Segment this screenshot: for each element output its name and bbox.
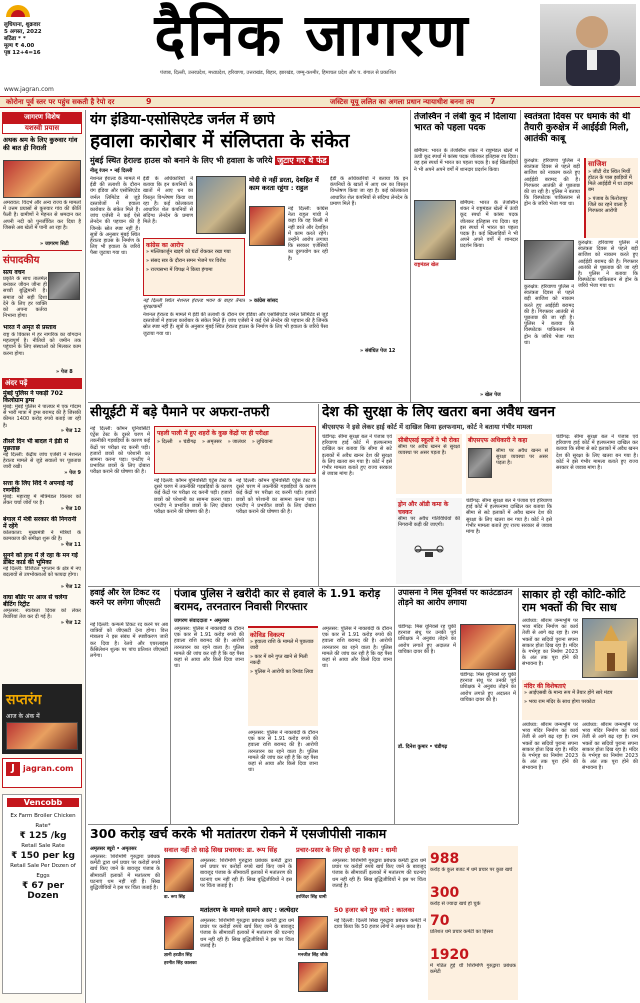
police-body: अमृतसर: पुलिस ने नाकाबंदी के दौरान एक कार से 1.91 करोड़ रुपये की हवाला राशि बरामद की है। आरोपी तरनतारन का रहने वाला है। पुलिस मामले की जांच कर रही है कि यह पैसा कहां से आया और किसे दिया जाना था।	[174, 626, 244, 670]
independence-body-3: कुरुक्षेत्र: हरियाणा पुलिस ने स्वतंत्रता दिवस से पहले बड़ी साजिश को नाकाम करते हुए आईईडी बरामद की है। गिरफ्तार आतंकी से पूछताछ की जा रही है। पुलिस ने बताया कि विस्फोटक पाकिस्तान से ड्रोन के जरिये भेजा गया था।	[524, 284, 574, 346]
fact-text: करोड़ के कुल बजट में धर्म प्रचार पर कुछ खर्च	[430, 867, 513, 873]
story1-photo	[3, 160, 81, 198]
dhami-photo	[296, 858, 326, 892]
fact	[430, 882, 516, 907]
ram-headline[interactable]: साकार हो रही कोटि-कोटि राम भक्तों की चिर साध	[522, 588, 626, 614]
editorial-head: सत्य वचन	[3, 269, 25, 276]
security-subhead: बीएसएफ ने इसे लेकर हाई कोर्ट में दाखिल किया हलफनामा, कोर्ट ने बताया गंभीर मामला	[322, 423, 533, 431]
person-name: मनजीत सिंह जीके	[298, 953, 328, 958]
inside-item[interactable]: सुनने को हाथ में ले रहा के मन गई डेबिट कार्ड की भूमिका नई दिल्ली: डिजिटल भुगतान के क्षेत्र में नए बदलावों से उपभोक्ताओं को फायदा होगा। » पेज 12	[3, 552, 81, 590]
inside-item[interactable]: वाघा बॉर्डर पर आज से चलेगा बीटिंग रिट्रीट अमृतसर: स्वतंत्रता दिवस को लेकर तैयारियां तेज कर दी गई हैं। » पेज 12	[3, 594, 81, 626]
harpreet-photo	[164, 916, 194, 950]
kalka-body: नई दिल्ली: दिल्ली सिख गुरुद्वारा प्रबंधक कमेटी ने दावा किया कि 50 हजार लोगों ने अमृत छका है।	[334, 918, 426, 931]
security-box2	[466, 434, 552, 494]
ticket-body: नई दिल्ली: कन्फर्म टिकट रद करने पर अब यात्रियों को जीएसटी देना होगा। वित्त मंत्रालय ने इस संबंध में स्पष्टीकरण जारी कर दिया है। रेलवे और एयरलाइंस कैंसिलेशन शुल्क पर पांच प्रतिशत जीएसटी लगेगा।	[90, 622, 168, 660]
tejaswin-ref[interactable]: » खेल पेज	[480, 392, 501, 398]
ram-box-item: » भव्य राम मंदिर के साथ होगा परकोटा	[524, 699, 596, 705]
person-name: हरजिंदर सिंह धामी	[296, 895, 327, 900]
security-body-2: चंडीगढ़: सीमा सुरक्षा बल ने पंजाब एवं हरियाणा हाई कोर्ट में हलफनामा दाखिल कर बताया कि सीमा से सटे इलाकों में अवैध खनन देश की सुरक्षा के लिए खतरा बन गया है। कोर्ट ने इसे गंभीर मामला बताते हुए राज्य सरकार से जवाब मांगा है।	[466, 498, 552, 536]
police-box-title: कोविड विकल्प	[250, 631, 285, 639]
masthead	[0, 0, 640, 96]
lead-headline[interactable]: हवाला कारोबार में संलिप्तता के संकेत	[90, 130, 350, 152]
editorial2-head[interactable]: भारत ने अमृत से प्रस्ताव	[3, 324, 57, 331]
story1-ref[interactable]: » जागरण सिटी	[40, 241, 69, 247]
police-body-3: अमृतसर: पुलिस ने नाकाबंदी के दौरान एक कार से 1.91 करोड़ रुपये की हवाला राशि बरामद की है। आरोपी तरनतारन का रहने वाला है। पुलिस मामले की जांच कर रही है कि यह पैसा कहां से आया और किसे दिया जाना था।	[322, 626, 392, 670]
j-icon: J	[6, 762, 20, 776]
fact-text: प्रतिशत धर्म प्रचार कमेटी का हिस्सा	[430, 929, 494, 935]
lead-side-head[interactable]: मोदी से नहीं डरता, देशहित में काम करता रहूंगा : राहुल	[249, 176, 319, 192]
price-label: मूल्य ₹ 4.00	[4, 43, 35, 49]
ticker-bar	[0, 96, 640, 108]
tejaswin-headline[interactable]: तेजस्विन ने लंबी कूद में दिलाया भारत को पहला पदक	[414, 112, 517, 133]
independence-headline[interactable]: स्वतंत्रता दिवस पर धमाके की थी तैयारी कुरुक्षेत्र में आईईडी मिली, आतंकी काबू	[524, 112, 631, 144]
lead-body-2: ईडी के अधिकारियों ने बताया कि इन कंपनियों के खातों में आए धन का विस्तृत विश्लेषण किया जा रहा है। कई कोलकाता आधारित शेल कंपनियों से संदिग्ध लेनदेन के प्रमाण मिले हैं।	[143, 176, 193, 226]
lead-body-4: ईडी के अधिकारियों ने बताया कि इन कंपनियों के खातों में आए धन का विस्तृत विश्लेषण किया जा रहा है। कई कोलकाता आधारित शेल कंपनियों से संदिग्ध लेनदेन के प्रमाण मिले हैं।	[330, 176, 408, 207]
universe-body: चंडीगढ़: मिस यूनिवर्स रह चुकी हरनाज संधू पर उनकी पूर्व प्रशिक्षक ने अनुबंध तोड़ने का आरोप लगाते हुए अदालत में याचिका दायर की है।	[398, 624, 456, 655]
pages-label: पृष्ठ 12+4=16	[4, 50, 41, 56]
cuet-city: » लुधियाना	[251, 439, 273, 445]
ticker-right[interactable]: जस्टिस यूयू ललित का अगला प्रधान न्यायाधीश बनना तय	[330, 98, 475, 106]
cuet-box-title: पहली पाली में हुए शहरों के कुछ केंद्रों पर ही परीक्षा	[157, 430, 269, 437]
supplement-box[interactable]	[2, 684, 82, 754]
independence-box-item: » पंजाब के फिरोजपुर जिले का रहने वाला है गिरफ्तार आरोपी	[588, 196, 628, 214]
security-headline[interactable]: देश की सुरक्षा के लिए खतरा बना अवैध खनन	[322, 404, 556, 420]
ram-box-title: मंदिर की विशेषताएं	[524, 683, 566, 690]
jagran-com-box[interactable]	[2, 758, 82, 788]
inside-item[interactable]: बंगाल में मंत्री सरकार की निगरानी में रहेंगे कोलकाता: मुख्यमंत्री ने मंत्रियों के कामकाज की समीक्षा शुरू की है। » पेज 11	[3, 516, 81, 548]
kalka-head: 50 हजार बने गुरु वाले : कालका	[334, 906, 415, 914]
police-box-item: » कार में बने गुप्त खाने से मिली नकदी	[250, 654, 308, 666]
ram-body-3: अयोध्या: श्रीराम जन्मभूमि पर भव्य मंदिर निर्माण का कार्य तेजी से आगे बढ़ रहा है। राम भक्तों का सदियों पुराना सपना साकार होता दिख रहा है। मंदिर के गर्भगृह का निर्माण 2023 के अंत तक पूरा होने की संभावना है।	[582, 722, 638, 772]
person-name: ज्ञानी हरप्रीत सिंह	[164, 953, 192, 958]
date-label: 5 अगस्त, 2022	[4, 29, 42, 35]
police-byline: जागरण संवाददाता • अमृतसर	[174, 618, 230, 624]
independence-body-2: कुरुक्षेत्र: हरियाणा पुलिस ने स्वतंत्रता दिवस से पहले बड़ी साजिश को नाकाम करते हुए आईईडी बरामद की है। गिरफ्तार आतंकी से पूछताछ की जा रही है। पुलिस ने बताया कि विस्फोटक पाकिस्तान से ड्रोन के जरिये भेजा गया था।	[578, 240, 638, 290]
fact-number: 1920	[430, 947, 469, 963]
sgpc-headline[interactable]: 300 करोड़ खर्च करके भी मतांतरण रोकने में एसजीपीसी नाकाम	[90, 826, 387, 841]
columnist-photo	[540, 4, 636, 86]
ram-body: अयोध्या: श्रीराम जन्मभूमि पर भव्य मंदिर निर्माण का कार्य तेजी से आगे बढ़ रहा है। राम भक्तों का सदियों पुराना सपना साकार होता दिख रहा है। मंदिर के गर्भगृह का निर्माण 2023 के अंत तक पूरा होने की संभावना है।	[522, 618, 578, 668]
special-tag2: यशस्वी प्रयास	[2, 123, 82, 134]
lead-continue[interactable]: » कांग्रेस सांसद	[249, 298, 278, 304]
inside-list	[3, 390, 81, 680]
fact	[430, 944, 516, 975]
cuet-city: » दिल्ली	[157, 439, 173, 445]
states-line: पंजाब, दिल्ली, उत्तरप्रदेश, मध्यप्रदेश, हरियाणा, उत्तराखंड, बिहार, झारखंड, जम्मू-कश्मीर, हिमाचल प्रदेश और प. बंगाल से प्रकाशित	[160, 70, 396, 76]
ram-body-2: अयोध्या: श्रीराम जन्मभूमि पर भव्य मंदिर निर्माण का कार्य तेजी से आगे बढ़ रहा है। राम भक्तों का सदियों पुराना सपना साकार होता दिख रहा है। मंदिर के गर्भगृह का निर्माण 2023 के अंत तक पूरा होने की संभावना है।	[522, 722, 578, 772]
police-headline[interactable]: पंजाब पुलिस ने खरीदी कार से हवाले के 1.91 करोड़ बरामद, तरनतारन निवासी गिरफ्तार	[174, 588, 381, 613]
city-label: बठिंडा * *	[4, 36, 26, 42]
security-box2-body: सीमा पर अवैध खनन से सुरक्षा व्यवस्था पर असर पड़ता है।	[496, 448, 548, 467]
security-box3-body: सीमा पर अवैध गतिविधियों की निगरानी कड़ी की जाएगी।	[398, 516, 460, 529]
sgpc-people	[164, 856, 426, 1000]
cuet-body: नई दिल्ली: कॉमन यूनिवर्सिटी एंट्रेंस टेस्ट के दूसरे चरण में तकनीकी गड़बड़ियों के कारण कई केंद्रों पर परीक्षा रद करनी पड़ी। हजारों छात्रों को परेशानी का सामना करना पड़ा। एनटीए ने प्रभावित छात्रों के लिए दोबारा परीक्षा कराने की घोषणा की है।	[90, 426, 150, 476]
story1-head[interactable]: अथक श्रम के लिए कुरुवार गांव की बात ही निराली	[3, 136, 78, 152]
ram-temple-photo	[582, 618, 638, 678]
jagran-logo-icon	[4, 4, 32, 18]
ticker-left[interactable]: कोरोना पूर्व स्तर पर पहुंच सकती है रेपो दर	[6, 98, 115, 106]
inside-tag: अंदर पढ़ें	[2, 378, 82, 389]
left-column	[0, 110, 84, 1003]
security-box1	[396, 434, 462, 494]
inside-item[interactable]: सत्ता के लिए शिंदे ने अपनाई नई रणनीति मुंबई: महाराष्ट्र में मंत्रिमंडल विस्तार को लेकर चर्चा जोरों पर है। » पेज 10	[3, 480, 81, 512]
ad-line: Ex Farm Broiler Chicken Rate*	[10, 813, 76, 829]
venco-ad[interactable]	[2, 794, 82, 994]
sgpc-body-3: अमृतसर: शिरोमणि गुरुद्वारा प्रबंधक कमेटी द्वारा धर्म प्रचार पर करोड़ों रुपये खर्च किए जाने के बावजूद पंजाब के सीमावर्ती इलाकों में मतांतरण की घटनाएं थम नहीं रही हैं। सिख बुद्धिजीवियों ने इस पर चिंता जताई है।	[332, 858, 426, 889]
lead-side-body: नई दिल्ली: कांग्रेस नेता राहुल गांधी ने कहा कि वह किसी से नहीं डरते और देशहित में काम करते रहेंगे। उन्होंने आरोप लगाया कि सरकार एजेंसियों का दुरुपयोग कर रही है।	[288, 206, 328, 262]
police-body-2: अमृतसर: पुलिस ने नाकाबंदी के दौरान एक कार से 1.91 करोड़ रुपये की हवाला राशि बरामद की है। आरोपी तरनतारन का रहने वाला है। पुलिस मामले की जांच कर रही है कि यह पैसा कहां से आया और किसे दिया जाना था।	[248, 730, 318, 774]
police-box-item: » हवाला राशि के मामले में पूछताछ जारी	[250, 639, 314, 651]
cuet-city: » अमृतसर	[201, 439, 222, 445]
cuet-headline[interactable]: सीयूईटी में बड़े पैमाने पर अफरा-तफरी	[90, 405, 270, 420]
security-box1-title: सीबीएसई स्कूलों ने भी रोका	[398, 437, 460, 444]
security-box2-title: बीएसएफ अधिकारी ने कहा	[468, 437, 528, 444]
ied-photo	[524, 240, 574, 280]
editorial-body: प्रकृति के साथ तालमेल बनाकर जीवन जीना ही सच्ची बुद्धिमानी है। समाज को सही दिशा देने के लिए हर व्यक्ति को अपना कर्तव्य निभाना होगा।	[3, 276, 47, 320]
supplement-title: सप्तरंग	[6, 692, 42, 708]
sgpc-body: अमृतसर: शिरोमणि गुरुद्वारा प्रबंधक कमेटी द्वारा धर्म प्रचार पर करोड़ों रुपये खर्च किए जाने के बावजूद पंजाब के सीमावर्ती इलाकों में मतांतरण की घटनाएं थम नहीं रही हैं। सिख बुद्धिजीवियों ने इस पर चिंता जताई है।	[90, 854, 160, 892]
ram-box	[522, 680, 638, 720]
universe-body-2: चंडीगढ़: मिस यूनिवर्स रह चुकी हरनाज संधू पर उनकी पूर्व प्रशिक्षक ने अनुबंध तोड़ने का आरोप लगाते हुए अदालत में याचिका दायर की है।	[460, 672, 516, 703]
fact-text: करोड़ से ज्यादा खर्च हो चुके	[430, 901, 481, 907]
lead-photo-caption: नई दिल्ली स्थित नेशनल हेराल्ड भवन के बाहर तैनात सुरक्षाकर्मी	[143, 298, 245, 310]
sgpc-body-2: अमृतसर: शिरोमणि गुरुद्वारा प्रबंधक कमेटी द्वारा धर्म प्रचार पर करोड़ों रुपये खर्च किए जाने के बावजूद पंजाब के सीमावर्ती इलाकों में मतांतरण की घटनाएं थम नहीं रही हैं। सिख बुद्धिजीवियों ने इस पर चिंता जताई है।	[200, 858, 292, 889]
ad-line: ₹ 67 per Dozen	[21, 881, 65, 901]
cuet-city: » जालंधर	[227, 439, 246, 445]
fact-number: 988	[430, 851, 460, 867]
police-box-item: » पुलिस ने आरोपी का रिमांड लिया	[250, 669, 314, 675]
ad-line: Retail Sale Per Dozen of Eggs	[10, 863, 76, 879]
inside-item[interactable]: मुंबई पुलिस ने पकड़ी 702 किलोग्राम ड्रग्स मुंबई: मुंबई पुलिस ने पालघर में एक गोदाम से भारी मात्रा में ड्रग्स बरामद की है जिसकी कीमत 1400 करोड़ रुपये बताई जा रही है। » पेज 12	[3, 390, 81, 434]
ad-brand: Vencobb	[7, 798, 79, 807]
editorial-photo	[48, 272, 80, 300]
independence-box	[584, 158, 638, 238]
ad-line: ₹ 125 /kg	[19, 831, 67, 841]
supplement-sub: आज के अंक में	[6, 713, 40, 720]
editorial2-ref[interactable]: » पेज 8	[56, 369, 73, 375]
lead-box-title: कांग्रेस का आरोप	[146, 242, 184, 249]
story1-body: अमरावत: विदर्भ और अन्य राज्य के मामलों में उत्तम प्रयासों से कुरुवार गांव की कीर्ति फैली है। ग्रामीणों ने मेहनत से श्रमदान कर अपनी नदी को पुनर्जीवित कर दिया है जिससे अब खेतों में पानी आ रहा है।	[3, 200, 81, 231]
fact-number: 70	[430, 913, 450, 929]
cuet-box	[154, 426, 316, 474]
special-tag: जागरण विशेष	[2, 112, 82, 123]
police-box	[248, 626, 318, 726]
ad-line: ₹ 150 per kg	[11, 851, 75, 861]
security-body: चंडीगढ़: सीमा सुरक्षा बल ने पंजाब एवं हरियाणा हाई कोर्ट में हलफनामा दाखिल कर बताया कि सीमा से सटे इलाकों में अवैध खनन देश की सुरक्षा के लिए खतरा बन गया है। कोर्ट ने इसे गंभीर मामला बताते हुए राज्य सरकार से जवाब मांगा है।	[322, 434, 392, 478]
paper-title: दैनिक जागरण	[154, 1, 470, 69]
sgpc-byline: अमृतसर ब्यूरो • अमृतसर	[90, 846, 137, 852]
editorial2-body: राष्ट्र के विकास में हर नागरिक का योगदान महत्वपूर्ण है। नीतियों को जमीन तक पहुंचाने के लिए संस्थाओं को मिलकर काम करना होगा।	[3, 332, 81, 357]
security-box3	[396, 498, 462, 584]
herald-house-photo	[196, 176, 246, 234]
independence-box-item: » जीटी रोड स्थित मिर्ची होटल के पास झाड़ियों में मिले आईईडी में था टाइम बम	[588, 169, 633, 193]
lead-box-item: » संसद सत्र के दौरान समन भेजने पर विरोध	[146, 258, 226, 264]
fact-number: 300	[430, 885, 460, 901]
bsf-officer-photo	[468, 448, 492, 478]
lead-body-1: नेशनल हेराल्ड के मामले में ईडी की तलाशी के दौरान यंग इंडिया और एसोसिएटेड जर्नल लिमिटेड से जुड़े दस्तावेजों में हवाला कारोबार के संकेत मिले हैं। जांच एजेंसी ने कई ऐसे लेनदेन की पहचान की है जिनके स्रोत स्पष्ट नहीं हैं। सूत्रों के अनुसार मुंबई स्थित हेराल्ड हाउस के निर्माण के लिए भी हवाला के जरिये पैसा जुटाया गया था।	[90, 176, 140, 257]
lead-subhead: मुंबई स्थित हेराल्ड हाउस को बनाने के लिए भी हवाला के जरिये जुटाए गए थे फंड	[90, 156, 327, 165]
fact	[430, 848, 516, 879]
tejaswin-photo	[414, 200, 456, 260]
independence-body: कुरुक्षेत्र: हरियाणा पुलिस ने स्वतंत्रता दिवस से पहले बड़ी साजिश को नाकाम करते हुए आईईडी बरामद की है। गिरफ्तार आतंकी से पूछताछ की जा रही है। पुलिस ने बताया कि विस्फोटक पाकिस्तान से ड्रोन के जरिये भेजा गया था।	[524, 158, 580, 208]
cuet-body-2: नई दिल्ली: कॉमन यूनिवर्सिटी एंट्रेंस टेस्ट के दूसरे चरण में तकनीकी गड़बड़ियों के कारण कई केंद्रों पर परीक्षा रद करनी पड़ी। हजारों छात्रों को परेशानी का सामना करना पड़ा। एनटीए ने प्रभावित छात्रों के लिए दोबारा परीक्षा कराने की घोषणा की है।	[154, 478, 232, 516]
lead-kicker[interactable]: यंग इंडिया-एसोसिएटेड जर्नल में छापे	[90, 112, 275, 128]
jagran-com-label: jagran.com	[23, 764, 74, 773]
universe-photo	[460, 624, 516, 670]
kalka-photo	[298, 962, 328, 992]
sgpc-facts	[428, 846, 518, 1000]
sgpc-subhead2: प्रचार-प्रसार के लिए हो रहा है काम : धामी	[296, 846, 397, 854]
tejaswin-body: बर्मिंघम: भारत के तेजस्विन शंकर ने राष्ट्रमंडल खेलों में ऊंची कूद स्पर्धा में कांस्य पदक जीतकर इतिहास रच दिया। यह इस स्पर्धा में भारत का पहला पदक है। कई खिलाड़ियों ने भी अपने अपने वर्गों में शानदार प्रदर्शन किया।	[414, 148, 518, 173]
sgpc-quote-head: मतांतरण के मामले सामने आए : जत्थेदार	[200, 906, 299, 914]
lead-box	[143, 238, 245, 296]
ticket-headline[interactable]: हवाई और रेल टिकट रद करने पर लगेगा जीएसटी	[90, 588, 161, 607]
edition-label: लुधियाना, शुक्रवार	[4, 22, 41, 28]
ticker-right-page: 7	[490, 97, 496, 106]
person-name: हरमीत सिंह कालका	[164, 961, 197, 966]
sgpc-subhead: सवाल नहीं तो साढ़े सिख प्रचारक: डा. रूप सिंह	[164, 846, 278, 854]
ticker-left-page: 9	[146, 97, 152, 106]
lead-ref[interactable]: » संबंधित पेज 12	[360, 348, 396, 354]
rup-singh-photo	[164, 858, 194, 892]
lead-body-3: नेशनल हेराल्ड के मामले में ईडी की तलाशी के दौरान यंग इंडिया और एसोसिएटेड जर्नल लिमिटेड से जुड़े दस्तावेजों में हवाला कारोबार के संकेत मिले हैं। जांच एजेंसी ने कई ऐसे लेनदेन की पहचान की है जिनके स्रोत स्पष्ट नहीं हैं। सूत्रों के अनुसार मुंबई स्थित हेराल्ड हाउस के निर्माण के लिए भी हवाला के जरिये पैसा जुटाया गया था।	[143, 312, 328, 337]
rahul-photo	[249, 206, 285, 246]
inside-item[interactable]: तीसरे दिन भी बादल ने ईडी से पूछताछ नई दिल्ली: केंद्रीय जांच एजेंसी ने नेशनल हेराल्ड मामले से जुड़े सवालों पर पूछताछ जारी रखी। » पेज 9	[3, 438, 81, 476]
sgpc-body-4: अमृतसर: शिरोमणि गुरुद्वारा प्रबंधक कमेटी द्वारा धर्म प्रचार पर करोड़ों रुपये खर्च किए जाने के बावजूद पंजाब के सीमावर्ती इलाकों में मतांतरण की घटनाएं थम नहीं रही हैं। सिख बुद्धिजीवियों ने इस पर चिंता जताई है।	[200, 918, 294, 949]
cuet-city: » चंडीगढ़	[178, 439, 196, 445]
lead-subhead-red: जुटाए गए थे फंड	[277, 156, 327, 165]
gk-photo	[298, 916, 328, 950]
security-body-3: चंडीगढ़: सीमा सुरक्षा बल ने पंजाब एवं हरियाणा हाई कोर्ट में हलफनामा दाखिल कर बताया कि सीमा से सटे इलाकों में अवैध खनन देश की सुरक्षा के लिए खतरा बन गया है। कोर्ट ने इसे गंभीर मामला बताते हुए राज्य सरकार से जवाब मांगा है।	[556, 434, 638, 472]
lead-byline: नीलू रंजन • नई दिल्ली	[90, 168, 133, 174]
universe-headline[interactable]: उपासना ने मिस यूनिवर्स पर काउंटडाउन तोड़ने का आरोप लगाया	[398, 588, 513, 607]
person-name: डा. रूप सिंह	[164, 895, 186, 900]
ram-box-item: » आईएसबी के मान्य रूप में तैयार होंगे सारे मंडप	[524, 690, 613, 696]
fact	[430, 910, 516, 941]
lead-box-item: » राज्यसभा में विपक्ष ने किया हंगामा	[146, 267, 213, 273]
security-box3-title: ड्रोन और ऑडी कमा के चक्कर	[398, 501, 449, 516]
drone-icon	[414, 544, 444, 568]
website-link[interactable]: www.jagran.com	[4, 86, 54, 93]
tejaswin-label: राष्ट्रमंडल खेल	[414, 262, 439, 268]
security-box1-body: सीमा पर अवैध खनन से सुरक्षा व्यवस्था पर असर पड़ता है।	[398, 444, 460, 457]
universe-byline: डॉ. दिनेश कुमार • चंडीगढ़	[398, 744, 448, 750]
ad-line: Retail Sale Rate	[21, 843, 65, 849]
fact-text: में गठित हुई थी शिरोमणि गुरुद्वारा प्रबंधक कमेटी	[430, 963, 516, 975]
cuet-body-3: नई दिल्ली: कॉमन यूनिवर्सिटी एंट्रेंस टेस्ट के दूसरे चरण में तकनीकी गड़बड़ियों के कारण कई केंद्रों पर परीक्षा रद करनी पड़ी। हजारों छात्रों को परेशानी का सामना करना पड़ा। एनटीए ने प्रभावित छात्रों के लिए दोबारा परीक्षा कराने की घोषणा की है।	[236, 478, 316, 516]
independence-box-title: साजिश	[588, 160, 607, 168]
editorial-tag: संपादकीय	[3, 255, 40, 266]
lead-box-item: » मल्लिकार्जुन खड़गे को घंटों रोककर रखा गया	[146, 249, 231, 255]
tejaswin-body-2: बर्मिंघम: भारत के तेजस्विन शंकर ने राष्ट्रमंडल खेलों में ऊंची कूद स्पर्धा में कांस्य पदक जीतकर इतिहास रच दिया। यह इस स्पर्धा में भारत का पहला पदक है। कई खिलाड़ियों ने भी अपने अपने वर्गों में शानदार प्रदर्शन किया।	[460, 200, 518, 250]
